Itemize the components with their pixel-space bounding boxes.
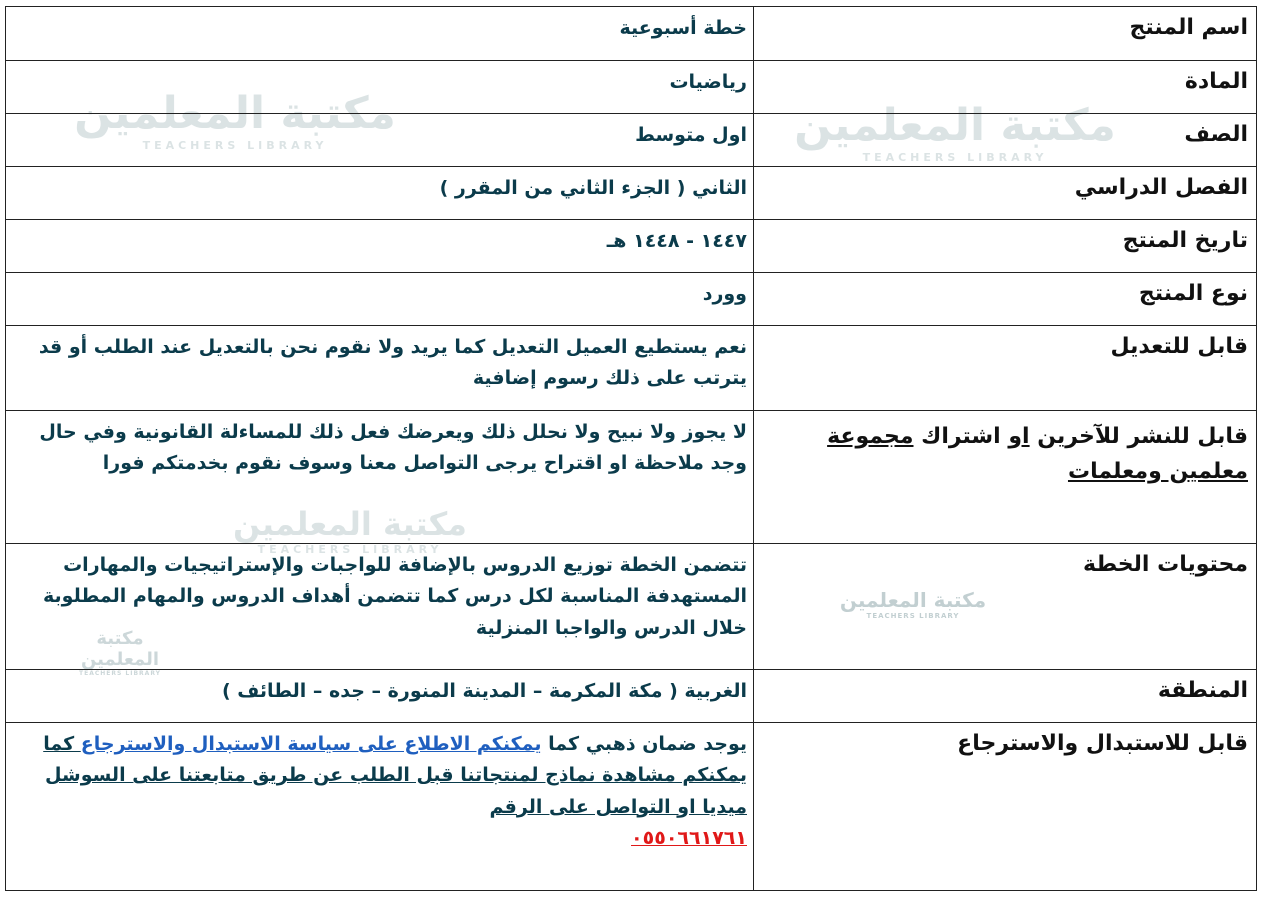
watermark-logo: مكتبة المعلمين TEACHERS LIBRARY [79, 628, 161, 677]
table-row [6, 670, 1257, 723]
watermark-logo: مكتبة المعلمين TEACHERS LIBRARY [839, 588, 987, 620]
table-row [6, 411, 1257, 544]
exchange-value [6, 723, 754, 891]
table-row [6, 723, 1257, 891]
publish-value: لا يجوز ولا نبيح ولا نحلل ذلك ويعرضك فعل ذلك للمساءلة القانونية وفي حال وجد ملاحظة او اقتراح يرجى التواصل معنا وسوف نقوم بخدمتكم فورا [6, 411, 754, 544]
table-row [6, 114, 1257, 167]
product-name-value: خطة أسبوعية [6, 7, 754, 61]
product-date-label: تاريخ المنتج [754, 220, 1257, 273]
exchange-text: يوجد ضمان ذهبي كما [541, 733, 747, 755]
region-value: الغربية ( مكة المكرمة – المدينة المنورة – جده – الطائف ) [6, 670, 754, 723]
watermark-logo: مكتبة المعلمين TEACHERS LIBRARY [233, 505, 467, 556]
semester-label: الفصل الدراسي [754, 167, 1257, 220]
exchange-policy-link[interactable]: يمكنكم الاطلاع على سياسة الاستبدال والاسترجاع [80, 733, 542, 755]
publish-label-group: مجموعة معلمين ومعلمات [827, 424, 1248, 485]
watermark-logo: مكتبة المعلمين TEACHERS LIBRARY [794, 100, 1116, 164]
editable-label: قابل للتعديل [754, 326, 1257, 411]
contact-phone[interactable]: ٠٥٥٠٦٦١٧٦١ [631, 827, 747, 850]
grade-label: الصف [754, 114, 1257, 167]
product-info-table [5, 6, 1257, 891]
region-label: المنطقة [754, 670, 1257, 723]
product-date-value: ١٤٤٧ - ١٤٤٨ هـ [6, 220, 754, 273]
table-row [6, 7, 1257, 61]
plan-contents-label: محتويات الخطة [754, 544, 1257, 670]
watermark-logo: مكتبة المعلمين TEACHERS LIBRARY [74, 88, 396, 152]
publish-label [754, 411, 1257, 544]
product-type-label: نوع المنتج [754, 273, 1257, 326]
table-row [6, 167, 1257, 220]
table-row [6, 61, 1257, 114]
table-row [6, 326, 1257, 411]
product-name-label: اسم المنتج [754, 7, 1257, 61]
table-row [6, 544, 1257, 670]
grade-value: اول متوسط [6, 114, 754, 167]
publish-label-or: او [1008, 424, 1030, 449]
publish-label-text: قابل للنشر للآخرين [1029, 424, 1248, 449]
semester-value: الثاني ( الجزء الثاني من المقرر ) [6, 167, 754, 220]
exchange-label: قابل للاستبدال والاسترجاع [754, 723, 1257, 891]
publish-label-text-2: اشتراك [913, 424, 1009, 449]
editable-value: نعم يستطيع العميل التعديل كما يريد ولا نقوم نحن بالتعديل عند الطلب أو قد يترتب على ذلك رسوم إضافية [6, 326, 754, 411]
subject-value: رياضيات [6, 61, 754, 114]
product-type-value: وورد [6, 273, 754, 326]
table-row [6, 220, 1257, 273]
plan-contents-value: تتضمن الخطة توزيع الدروس بالإضافة للواجبات والإستراتيجيات والمهارات المستهدفة المناسبة لكل درس كما تتضمن أهداف الدروس والمهام المطلوبة خلال الدرس والواجبا المنزلية [6, 544, 754, 670]
exchange-social-text: كما يمكنكم مشاهدة نماذج لمنتجاتنا قبل الطلب عن طريق متابعتنا على السوشل ميديا او التواصل على الرقم [43, 733, 747, 818]
table-row [6, 273, 1257, 326]
subject-label: المادة [754, 61, 1257, 114]
